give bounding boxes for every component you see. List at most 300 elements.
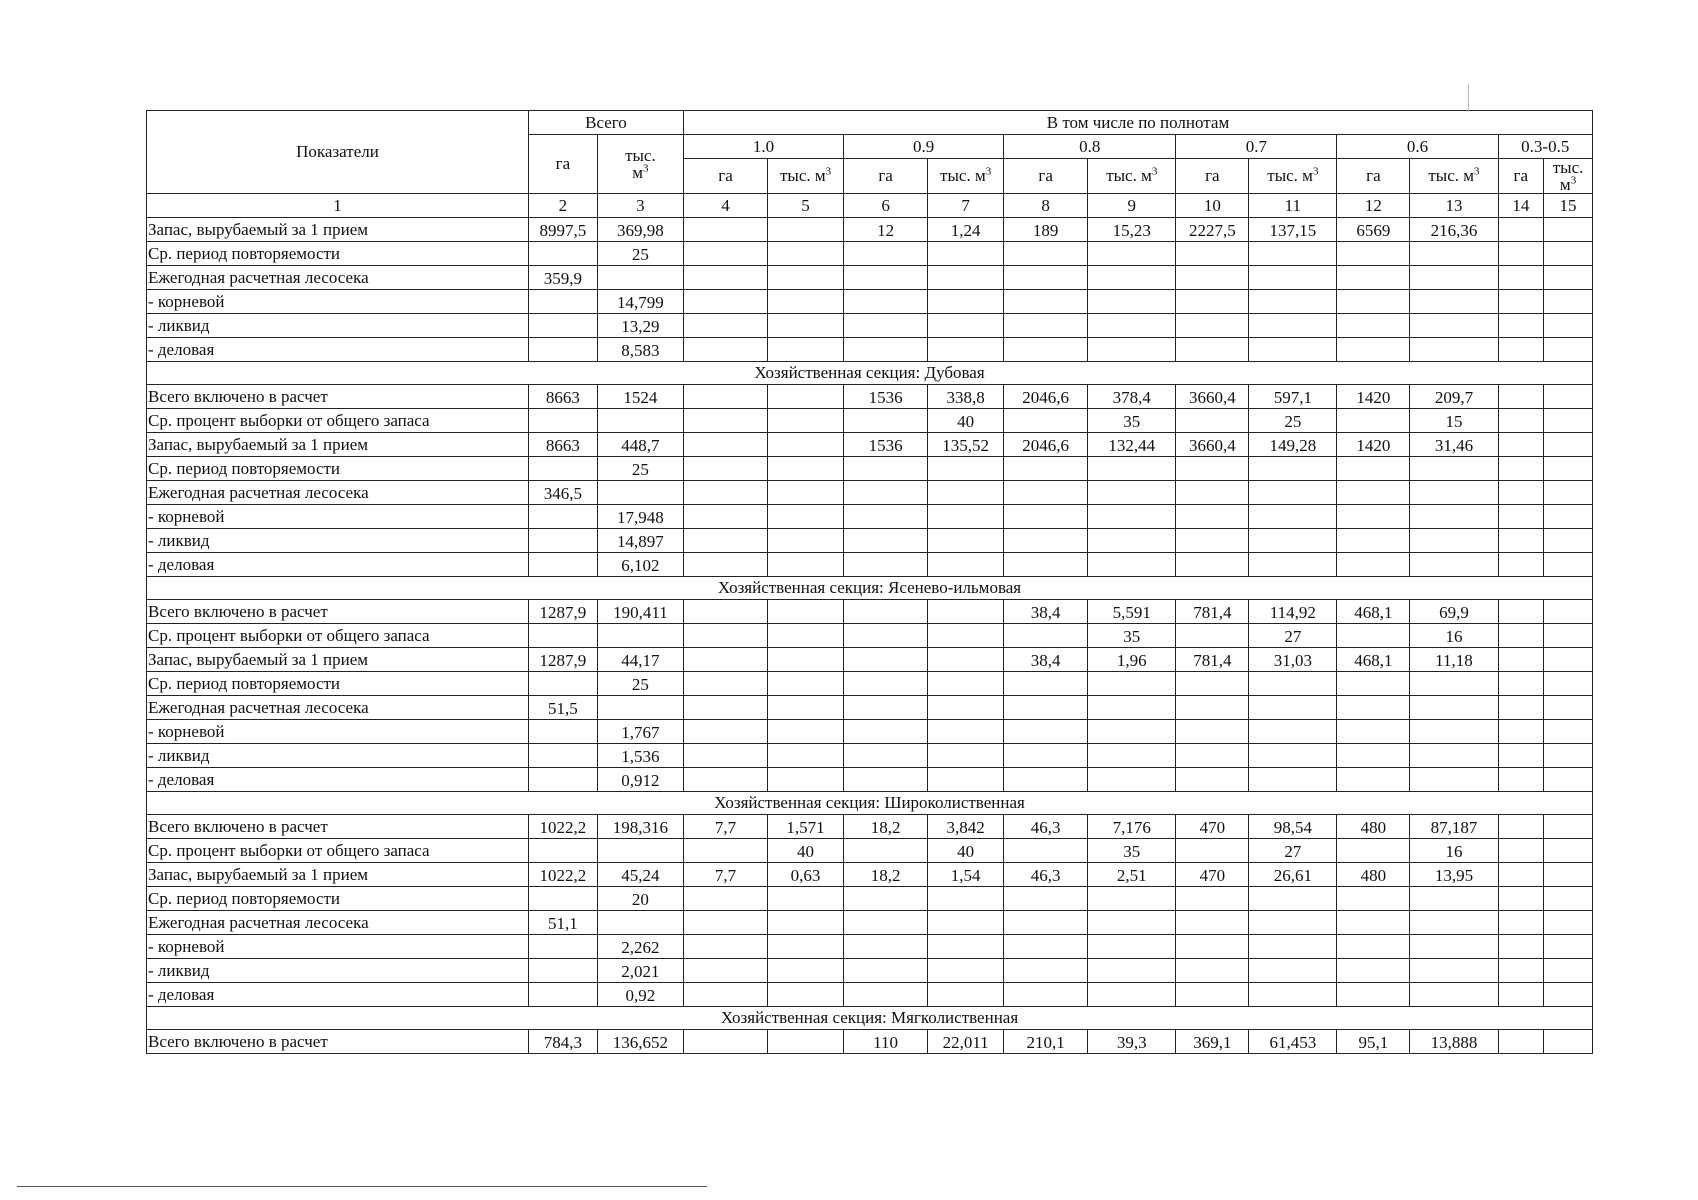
table-cell: 31,03 — [1249, 648, 1337, 672]
scan-artifact-mark — [1468, 84, 1469, 112]
table-cell — [928, 935, 1004, 959]
table-cell — [844, 624, 928, 648]
table-cell: 14,799 — [597, 290, 683, 314]
table-cell — [1410, 553, 1498, 577]
table-cell — [683, 242, 767, 266]
table-cell — [528, 457, 597, 481]
table-cell — [928, 672, 1004, 696]
table-cell — [1004, 720, 1088, 744]
column-number: 15 — [1544, 194, 1593, 218]
table-cell — [768, 959, 844, 983]
table-cell: 1022,2 — [528, 815, 597, 839]
column-number: 8 — [1004, 194, 1088, 218]
table-cell — [1410, 266, 1498, 290]
table-cell — [1498, 266, 1544, 290]
table-cell — [1544, 648, 1593, 672]
table-cell: 25 — [597, 457, 683, 481]
row-label: Всего включено в расчет — [147, 385, 529, 409]
unit-thous-header: тыс. $м^3$ — [1249, 159, 1337, 194]
table-cell — [528, 744, 597, 768]
row-label: - ликвид — [147, 959, 529, 983]
row-label: - деловая — [147, 983, 529, 1007]
table-cell — [844, 648, 928, 672]
table-cell: 470 — [1176, 815, 1249, 839]
table-cell — [1088, 768, 1176, 792]
table-cell — [844, 959, 928, 983]
density-header: 1.0 — [683, 135, 843, 159]
section-title: Хозяйственная секция: Широколиственная — [147, 792, 1593, 815]
table-cell: 51,5 — [528, 696, 597, 720]
unit-ha-header: га — [1337, 159, 1410, 194]
table-cell — [1249, 983, 1337, 1007]
table-cell — [1004, 505, 1088, 529]
table-cell: 51,1 — [528, 911, 597, 935]
table-cell: 61,453 — [1249, 1030, 1337, 1054]
table-cell — [768, 624, 844, 648]
table-cell — [1249, 266, 1337, 290]
table-row — [147, 1030, 1593, 1054]
table-cell — [683, 338, 767, 362]
table-cell — [1544, 290, 1593, 314]
table-cell — [528, 672, 597, 696]
table-row — [147, 696, 1593, 720]
table-cell — [928, 290, 1004, 314]
table-cell — [1249, 553, 1337, 577]
table-header — [147, 111, 1593, 218]
table-cell — [1249, 481, 1337, 505]
row-label: Запас, вырубаемый за 1 прием — [147, 863, 529, 887]
row-label: Ежегодная расчетная лесосека — [147, 911, 529, 935]
table-cell: 346,5 — [528, 481, 597, 505]
column-number: 11 — [1249, 194, 1337, 218]
table-cell — [1249, 744, 1337, 768]
table-cell — [1337, 911, 1410, 935]
table-cell — [1544, 959, 1593, 983]
table-cell — [1004, 672, 1088, 696]
table-cell — [768, 600, 844, 624]
table-cell — [1249, 696, 1337, 720]
table-cell — [844, 720, 928, 744]
table-cell: 5,591 — [1088, 600, 1176, 624]
table-cell — [1337, 744, 1410, 768]
table-cell — [1544, 266, 1593, 290]
table-cell — [1337, 959, 1410, 983]
table-cell — [1498, 815, 1544, 839]
table-cell: 468,1 — [1337, 600, 1410, 624]
table-cell — [528, 314, 597, 338]
table-cell — [1498, 624, 1544, 648]
table-cell — [1544, 433, 1593, 457]
table-cell — [768, 887, 844, 911]
table-cell: 40 — [928, 409, 1004, 433]
table-cell: 7,7 — [683, 815, 767, 839]
row-label: - корневой — [147, 505, 529, 529]
table-cell — [844, 338, 928, 362]
table-cell — [683, 433, 767, 457]
table-cell — [1498, 457, 1544, 481]
table-cell — [1004, 266, 1088, 290]
table-cell: 2227,5 — [1176, 218, 1249, 242]
table-cell: 8,583 — [597, 338, 683, 362]
table-cell — [1544, 242, 1593, 266]
table-cell — [1337, 457, 1410, 481]
table-cell — [1498, 887, 1544, 911]
table-cell — [928, 553, 1004, 577]
table-row — [147, 911, 1593, 935]
table-cell — [1088, 911, 1176, 935]
table-cell — [1544, 768, 1593, 792]
table-cell — [1004, 338, 1088, 362]
table-cell — [1498, 529, 1544, 553]
table-cell: 149,28 — [1249, 433, 1337, 457]
table-cell — [844, 935, 928, 959]
table-cell — [1176, 314, 1249, 338]
table-cell: 15,23 — [1088, 218, 1176, 242]
table-cell — [1088, 935, 1176, 959]
table-cell: 210,1 — [1004, 1030, 1088, 1054]
table-cell — [1004, 290, 1088, 314]
table-cell — [1337, 529, 1410, 553]
table-cell — [1410, 744, 1498, 768]
table-cell — [1249, 338, 1337, 362]
table-cell — [768, 744, 844, 768]
table-cell — [844, 983, 928, 1007]
table-cell — [1337, 672, 1410, 696]
section-title: Хозяйственная секция: Дубовая — [147, 362, 1593, 385]
table-cell — [1249, 242, 1337, 266]
table-row — [147, 935, 1593, 959]
unit-thous-header: тыс. $м^3$ — [1410, 159, 1498, 194]
column-number: 14 — [1498, 194, 1544, 218]
table-cell — [1176, 338, 1249, 362]
row-label: Ср. процент выборки от общего запаса — [147, 409, 529, 433]
unit-thous-header: тыс. $м^3$ — [1544, 159, 1593, 194]
table-cell — [1176, 696, 1249, 720]
table-cell — [683, 218, 767, 242]
table-cell — [844, 314, 928, 338]
table-cell — [1410, 959, 1498, 983]
table-row — [147, 338, 1593, 362]
unit-ha-header: га — [844, 159, 928, 194]
table-cell — [1410, 696, 1498, 720]
table-cell — [1337, 290, 1410, 314]
section-header-row — [147, 1007, 1593, 1030]
table-cell — [1544, 529, 1593, 553]
table-cell — [844, 505, 928, 529]
table-cell — [844, 409, 928, 433]
table-cell: 15 — [1410, 409, 1498, 433]
table-cell — [1544, 553, 1593, 577]
table-cell — [1498, 481, 1544, 505]
table-cell — [1410, 457, 1498, 481]
table-cell — [1088, 672, 1176, 696]
table-cell: 1,571 — [768, 815, 844, 839]
table-cell: 27 — [1249, 839, 1337, 863]
table-cell — [1544, 314, 1593, 338]
row-label: Ср. процент выборки от общего запаса — [147, 624, 529, 648]
table-cell — [928, 242, 1004, 266]
table-cell — [1176, 911, 1249, 935]
table-row — [147, 290, 1593, 314]
table-cell: 18,2 — [844, 863, 928, 887]
table-cell: 8663 — [528, 385, 597, 409]
table-cell — [683, 839, 767, 863]
table-cell — [683, 385, 767, 409]
table-cell: 27 — [1249, 624, 1337, 648]
table-cell — [1337, 505, 1410, 529]
table-cell — [1498, 959, 1544, 983]
table-cell: 22,011 — [928, 1030, 1004, 1054]
table-cell: 25 — [1249, 409, 1337, 433]
table-cell — [928, 887, 1004, 911]
table-cell — [1249, 911, 1337, 935]
unit-thous-header: тыс. $м^3$ — [768, 159, 844, 194]
unit-thous-header: тыс. $м^3$ — [1088, 159, 1176, 194]
table-cell: 0,63 — [768, 863, 844, 887]
table-cell: 38,4 — [1004, 600, 1088, 624]
table-cell: 1536 — [844, 433, 928, 457]
table-cell — [1410, 505, 1498, 529]
table-cell: 597,1 — [1249, 385, 1337, 409]
table-cell: 6,102 — [597, 553, 683, 577]
table-cell — [768, 242, 844, 266]
table-cell — [683, 983, 767, 1007]
table-cell — [1544, 600, 1593, 624]
table-cell — [1249, 314, 1337, 338]
table-cell — [1498, 600, 1544, 624]
table-cell: 781,4 — [1176, 648, 1249, 672]
table-row — [147, 481, 1593, 505]
table-cell — [928, 505, 1004, 529]
table-cell — [928, 983, 1004, 1007]
table-row — [147, 553, 1593, 577]
table-cell: 136,652 — [597, 1030, 683, 1054]
table-cell — [1544, 720, 1593, 744]
table-cell — [528, 409, 597, 433]
table-cell — [928, 959, 1004, 983]
table-cell: 38,4 — [1004, 648, 1088, 672]
density-header: 0.6 — [1337, 135, 1498, 159]
table-cell: 781,4 — [1176, 600, 1249, 624]
table-row — [147, 242, 1593, 266]
table-cell — [1544, 1030, 1593, 1054]
table-cell — [1004, 553, 1088, 577]
table-cell — [1410, 983, 1498, 1007]
table-cell — [1498, 290, 1544, 314]
table-cell: 114,92 — [1249, 600, 1337, 624]
table-cell: 0,92 — [597, 983, 683, 1007]
table-row — [147, 815, 1593, 839]
table-cell — [928, 457, 1004, 481]
table-cell — [1337, 887, 1410, 911]
table-cell — [683, 935, 767, 959]
column-number: 3 — [597, 194, 683, 218]
table-cell — [1498, 983, 1544, 1007]
table-cell — [1088, 720, 1176, 744]
table-cell: 135,52 — [928, 433, 1004, 457]
table-cell — [1544, 481, 1593, 505]
table-cell — [1498, 505, 1544, 529]
column-number: 9 — [1088, 194, 1176, 218]
table-cell — [528, 290, 597, 314]
table-cell — [928, 624, 1004, 648]
unit-ha-header: га — [1004, 159, 1088, 194]
row-label: Ср. период повторяемости — [147, 242, 529, 266]
table-cell — [1088, 696, 1176, 720]
table-cell — [1498, 768, 1544, 792]
table-cell — [1004, 959, 1088, 983]
table-cell: 8663 — [528, 433, 597, 457]
table-cell: 1287,9 — [528, 600, 597, 624]
table-cell: 480 — [1337, 863, 1410, 887]
table-cell: 359,9 — [528, 266, 597, 290]
table-row — [147, 672, 1593, 696]
table-cell — [683, 648, 767, 672]
table-cell — [1176, 266, 1249, 290]
row-label: - корневой — [147, 290, 529, 314]
forestry-table-sheet — [146, 110, 1593, 1054]
table-cell — [1337, 839, 1410, 863]
table-cell: 46,3 — [1004, 815, 1088, 839]
table-cell — [768, 218, 844, 242]
table-cell — [1176, 839, 1249, 863]
table-cell — [597, 911, 683, 935]
table-cell: 1,767 — [597, 720, 683, 744]
row-label: Ср. период повторяемости — [147, 672, 529, 696]
table-cell — [1088, 959, 1176, 983]
total-thous-header: тыс. $м^3$ — [597, 135, 683, 194]
table-row — [147, 314, 1593, 338]
row-label: Ежегодная расчетная лесосека — [147, 266, 529, 290]
table-cell — [1498, 553, 1544, 577]
table-cell: 44,17 — [597, 648, 683, 672]
unit-thous-header: тыс. $м^3$ — [928, 159, 1004, 194]
table-cell — [768, 720, 844, 744]
row-label: Ежегодная расчетная лесосека — [147, 696, 529, 720]
table-cell — [1176, 720, 1249, 744]
table-cell — [1410, 935, 1498, 959]
table-cell — [844, 290, 928, 314]
table-cell — [528, 839, 597, 863]
table-cell: 190,411 — [597, 600, 683, 624]
table-cell: 14,897 — [597, 529, 683, 553]
table-cell — [1088, 290, 1176, 314]
table-cell — [844, 242, 928, 266]
table-cell: 0,912 — [597, 768, 683, 792]
table-cell — [768, 290, 844, 314]
table-cell — [1004, 768, 1088, 792]
table-row — [147, 600, 1593, 624]
table-cell — [1337, 314, 1410, 338]
column-number: 1 — [147, 194, 529, 218]
unit-ha-header: га — [683, 159, 767, 194]
table-cell — [597, 481, 683, 505]
table-cell: 35 — [1088, 409, 1176, 433]
table-cell — [683, 409, 767, 433]
row-label: - деловая — [147, 553, 529, 577]
row-label: Запас, вырубаемый за 1 прием — [147, 218, 529, 242]
row-label: Запас, вырубаемый за 1 прием — [147, 648, 529, 672]
table-cell: 20 — [597, 887, 683, 911]
table-cell — [1176, 768, 1249, 792]
table-cell: 2046,6 — [1004, 385, 1088, 409]
table-cell: 3660,4 — [1176, 433, 1249, 457]
table-cell — [768, 266, 844, 290]
table-cell — [928, 266, 1004, 290]
table-row — [147, 744, 1593, 768]
table-cell: 6569 — [1337, 218, 1410, 242]
table-cell — [928, 529, 1004, 553]
table-cell — [1176, 624, 1249, 648]
column-number: 13 — [1410, 194, 1498, 218]
table-cell — [1544, 744, 1593, 768]
table-cell: 13,95 — [1410, 863, 1498, 887]
row-label: Запас, вырубаемый за 1 прием — [147, 433, 529, 457]
table-cell — [844, 911, 928, 935]
table-cell — [1544, 696, 1593, 720]
table-cell — [1176, 672, 1249, 696]
table-cell: 18,2 — [844, 815, 928, 839]
table-cell — [928, 768, 1004, 792]
table-cell: 39,3 — [1088, 1030, 1176, 1054]
table-cell — [1544, 672, 1593, 696]
table-cell — [1544, 218, 1593, 242]
table-cell — [1176, 457, 1249, 481]
table-cell: 132,44 — [1088, 433, 1176, 457]
table-cell — [1337, 720, 1410, 744]
table-cell — [1004, 911, 1088, 935]
table-cell: 2,021 — [597, 959, 683, 983]
table-cell — [1544, 815, 1593, 839]
table-row — [147, 887, 1593, 911]
table-row — [147, 433, 1593, 457]
table-cell — [1498, 314, 1544, 338]
table-cell — [1004, 887, 1088, 911]
table-cell — [1088, 457, 1176, 481]
table-body — [147, 218, 1593, 1054]
table-cell — [1544, 935, 1593, 959]
table-cell — [768, 935, 844, 959]
table-cell — [683, 457, 767, 481]
table-cell: 69,9 — [1410, 600, 1498, 624]
table-cell — [1088, 553, 1176, 577]
table-cell: 3,842 — [928, 815, 1004, 839]
table-cell — [844, 839, 928, 863]
table-cell: 11,18 — [1410, 648, 1498, 672]
table-cell — [1249, 959, 1337, 983]
table-cell — [928, 720, 1004, 744]
table-cell — [528, 505, 597, 529]
table-cell — [597, 409, 683, 433]
table-cell — [1410, 481, 1498, 505]
table-cell: 87,187 — [1410, 815, 1498, 839]
table-cell — [1410, 242, 1498, 266]
table-cell — [1004, 983, 1088, 1007]
table-cell: 16 — [1410, 624, 1498, 648]
table-cell — [1337, 266, 1410, 290]
table-cell — [768, 409, 844, 433]
table-cell: 40 — [768, 839, 844, 863]
table-cell — [1544, 839, 1593, 863]
table-row — [147, 624, 1593, 648]
total-ha-header: га — [528, 135, 597, 194]
table-cell — [1249, 720, 1337, 744]
indicators-header: Показатели — [147, 111, 529, 194]
table-cell — [1498, 672, 1544, 696]
table-cell: 95,1 — [1337, 1030, 1410, 1054]
table-cell: 2046,6 — [1004, 433, 1088, 457]
table-row — [147, 529, 1593, 553]
